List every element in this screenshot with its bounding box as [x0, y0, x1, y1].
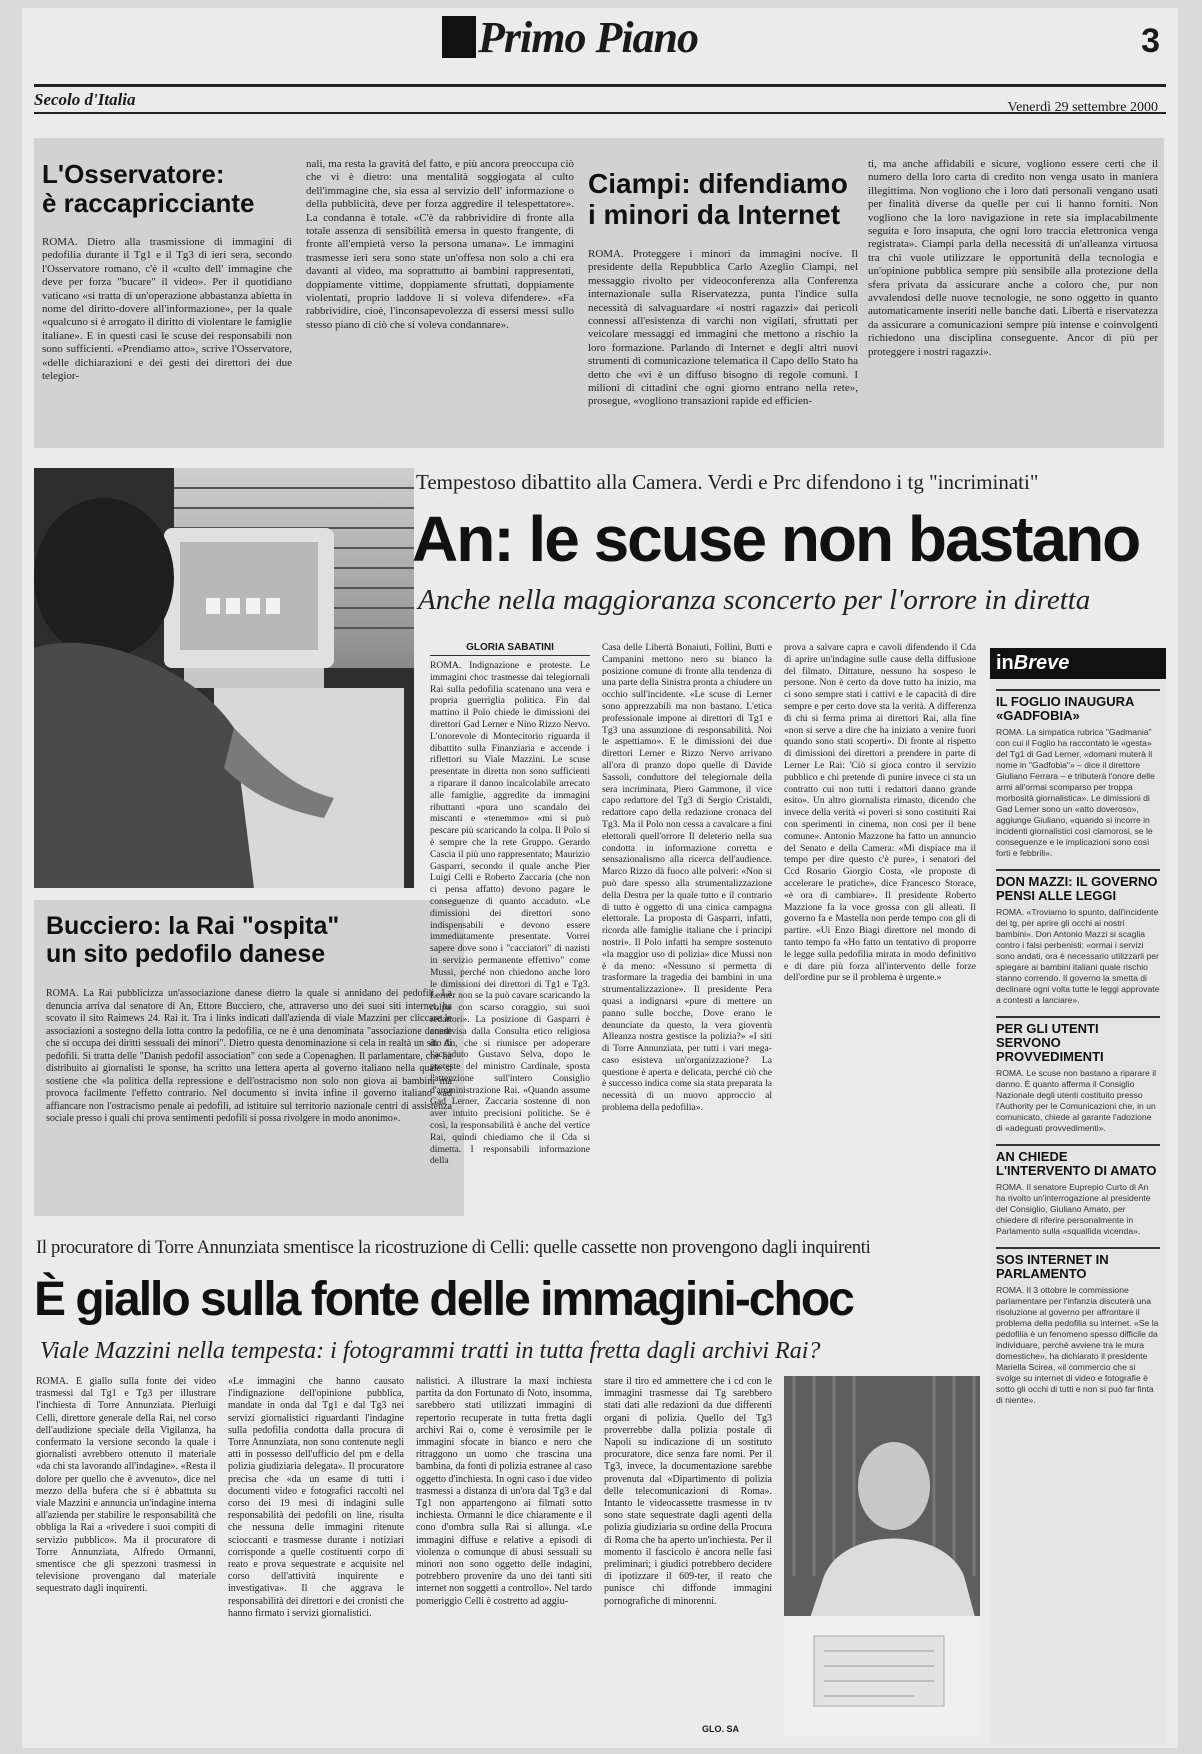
- bucciero-body: ROMA. La Rai pubblicizza un'associazione danese dietro la quale si annidano dei pedofili. La denuncia arriva dal senatore di An, Ettore Bucciero, che, attraverso uno dei suoi siti internet, ha scovato il sito Raimews 24. Rai it. Tra i links indicati dall'azienda di viale Mazzini per cliccare le associazioni a sostegno della lotta contro la pedofilia, ce ne è una denominata "associazione danese che si occupa dei diritti sessuali dei minori". Dietro questa denominazione si cela in realtà un sito di pedofili. Si tratta delle "Danish pedofil association" con sede a Copenaghen. Il parlamentare, che ha distribuito ai giornalisti le sponse, ha scritto una lettera aperta al governo italiano nella quale si sostiene che «la politica della repressione e dell'ostracismo non solo non giova ai bambini ma provoca facilmente l'effetto contrario. Nel documento si invita infine il governo italiano «ad affiancare non l'ostracismo penale ai pedofili, ad istituire sul territorio nazionale centri di assistenza sociale presso i quali chi prova sentimenti pedofili si possa rivolgere in modo anonimo».: [46, 988, 452, 1124]
- main-kicker: Tempestoso dibattito alla Camera. Verdi e Prc difendono i tg "incriminati": [416, 470, 1039, 494]
- section-title-text: Primo Piano: [478, 13, 699, 62]
- breve-item-3-text: ROMA. Le scuse non bastano a riparare il danno. È quanto afferma il Consiglio Nazionale degli utenti costituito presso l'Authority per le Comunicazioni che, in un comunicato, chiede al garante l'adozione di «adeguati provvedimenti».: [996, 1068, 1157, 1133]
- osservatore-col1: ROMA. Dietro alla trasmissione di immagini di pedofilia durante il Tg1 e il Tg3 di ieri sera, secondo l'Osservatore romano, c'è il «culto dell' immagine che deve per forza "bucare" il video». Per il quotidiano vaticano «si tratta di un'operazione abbastanza abietta in nome del diritto-dovere all'informazione», per la quale «qualcuno si è arrogato il diritto di violentare le famiglie italiane». E in questi casi le scuse dei responsabili non sono sufficienti. «Prendiamo atto», scrive l'Osservatore, «delle dichiarazioni e dei gesti dei direttori dei due telegior-: [42, 236, 292, 383]
- ciampi-headline: [588, 168, 848, 231]
- page-number: 3: [1141, 22, 1160, 60]
- giallo-col2: «Le immagini che hanno causato l'indignazione dell'opinione pubblica, mandate in onda dal Tg1 e dal Tg3 nei servizi giornalistici riguardanti l'indagine sulla pedofilia condotta dalla procura di Torre Annunziata, non sono contenute negli atti in possesso dell'ufficio del pm e della polizia giudiziaria delegata». Il procuratore precisa che «da un esame di tutti i documenti video e fotografici raccolti nel corso dei 19 mesi di indagini sulle responsabilità dei pedofili on line, risulta che nessuna delle immagini ritenute scioccanti e trasmesse durante i notiziari corrisponde a quelle costituenti corpo di reato e prova sequestrate e acquisite nel corso dell'attività inquirente e investigativa». Il che aggrava le responsabilità dei direttori e dei cronisti che hanno firmato i servizi giornalistici.: [228, 1376, 404, 1619]
- breve-item-2-text: ROMA. «Troviamo lo spunto, dall'incidente dei tg, per aprire gli occhi ai nostri bambini». Don Antonio Mazzi si scaglia contro i falsi perbenisti: «ormai i servizi sono andati, ora è necessario utilizzarli per spiegare ai bambini italiani quale rischio stanno correndo. Il governo la smetta di declinare ogni volta tutte le leggi approvate a contesti a lanciare».: [996, 907, 1160, 1005]
- main-byline: GLORIA SABATINI: [430, 642, 590, 656]
- giallo-col1: ROMA. È giallo sulla fonte dei video trasmessi dal Tg1 e Tg3 per illustrare l'inchiesta di Torre Annunziata. Pierluigi Celli, direttore generale della Rai, nel corso dell'audizione speciale della Vigilanza, ha confermato la versione secondo la quale i giornalisti avrebbero ottenuto il materiale «da chi sta lavorando all'indagine». «Resta il dolore per quello che è avvenuto», dice nel mezzo della bufera che si è abbattuta su viale Mazzini e annuncia un'indagine interna all'azienda per stabilire le responsabilità che obbliga la Rai a «rivedere i suoi compiti di servizio pubblico». Ma il procuratore di Torre Annunziata, Alfredo Ormanni, smentisce che gli spezzoni trasmessi in televisione provengano dal materiale sequestrato dagli inquirenti.: [36, 1376, 216, 1595]
- bucciero-headline: [46, 912, 339, 968]
- ciampi-headline-line1: Ciampi: difendiamo: [588, 168, 848, 199]
- breve-item-5-text: ROMA. Il 3 ottobre le commissione parlamentare per l'infanzia discuterà una risoluzione al governo per affrontare il problema della pedofilia su internet. «Se la pedofilia è un fenomeno spesso difficile da individuare, perché avviene tra le mura domestiche», ha dichiarato il presidente Mariella Scirea, «il commercio che si svolge su internet di video e fotografie è sotto gli occhi di tutti e non si può far finta di niente».: [996, 1285, 1159, 1405]
- in-breve-label-in: in: [996, 652, 1014, 674]
- ciampi-col2: ti, ma anche affidabili e sicure, vogliono essere certi che il numero della loro carta di credito non venga usato in maniera illegittima. Non vogliono che i loro dati personali vengano usati per finalità diverse da quelle per cui li hanno forniti. Non vogliono che la loro navigazione in rete sia implacabilmente seguita e loro insaputa, che ogni loro traccia elettronica venga registrata». Ciampi parla della necessità di un'alleanza virtuosa tra chi vuole utilizzare le opportunità della tecnologia e un'opinione pubblica sempre più sensibile alla protezione della sfera privata da assicurare anche a coloro che, pur non avvalendosi delle nuove tecnologie, ne sono oggetto in quanto automaticamente inseriti nelle banche dati. Libertà e riservatezza da assicurare a comunicazioni sempre più intense e coinvolgenti richiedono una disciplina conseguente. Ancor di più per proteggere i nostri ragazzi».: [868, 158, 1158, 358]
- breve-item-5-title: SOS INTERNET IN PARLAMENTO: [996, 1247, 1160, 1281]
- main-col2: Casa delle Libertà Bonaiuti, Follini, Butti e Campanini mettono nero su bianco la posizione comune di fronte alla tendenza di una parte della Sinistra pronta a chiudere un occhio sull'incidente. «Le scuse di Lerner sono apprezzabili ma non bastano. L'etica professionale impone ai direttori di Tg1 e Tg3 una assunzione di responsabilità. Noi le aspettiamo». E le dimissioni dei due direttori Lerner e Rizzo Nervo arrivano all'ora di pranzo dopo quelle di Davide Sassoli, conduttore del telegiornale della sera incriminata, Piero Gammone, il vice capo redattore del Tg3 di Sergio Cristaldi, redattore capo della redazione cronaca del Tg3. Ma il Polo non cessa a cavalcare a fini elettorali quell'orrore Il deleterio nella sua condotta in informazione corretta e sensazionalismo alla ricerca dell'audience. Marco Rizzo dà fuoco alle polveri: «Non si può dare spesso alla strumentalizzazione della Destra per la quale tutto e il contrario di tutto è oggetto di una cinica campagna elettorale. La proposta di Gasparri, infatti, ricorda alle famiglie italiane che i principi nostri». Il Polo infatti ha sempre sostenuto «la maggior uso di polizia» dice Mussi non è da meno: «Nessuno si permetta di trasformare la tragedia dei bambini in una strumentalizzazione». Il presidente Pera quasi a indignarsi «pure di mettere un panno sulle bocche, Dove erano le denunciate da questo, la vera gioventù Alleanza nostra gestisce la polizia?» «I siti di Torre Annunziata, per tutti i vari mega-caso esisteva un'organizzazione? La questione è aperta e delicata, perché ciò che è successo indica come sia stata preparata la necessità di un nuovo approccio al problema della pedofilia».: [602, 642, 772, 1114]
- giallo-col4: stare il tiro ed ammettere che i cd con le immagini trasmesse dai Tg sarebbero stati dati alle redazioni da due differenti organi di polizia. Quello del Tg3 proverrebbe dalla polizia postale di Napoli su indicazione di un sostituto procuratore, dice senza fare nomi. Per il Tg3, invece, la documentazione sarebbe provenuta dal «Dipartimento di polizia delle telecomunicazioni di Roma». Intanto le videocassette trasmesse in tv sono state sequestrate dagli agenti della polizia giudiziaria su ordine della Procura di Roma che ha aperto un'inchiesta. Per il momento il fascicolo è ancora nelle fasi preliminari; i giudici potrebbero decidere di ipotizzare il 609-ter, il reato che punisce chi diffonde immagini pornografiche di minorenni.: [604, 1376, 772, 1607]
- giallo-col3: nalistici. A illustrare la maxi inchiesta partita da don Fortunato di Noto, insomma, sarebbero stati utilizzati immagini di repertorio recuperate in tutta fretta dagli archivi Rai o, come è verosimile per le immagini sfocate in bianco e nero che ritraggono un uomo che trascina una bambina, da fonti di polizia estranee al caso oggetto d'inchiesta. In ogni caso i due video trasmessi a distanza di un'ora dal Tg3 e dal Tg1 non appartengono ai filmati sotto inchiesta. Ormanni le dice chiaramente e il cono d'ombra sulla Rai si allunga. «Le immagini diffuse e relative a episodi di violenza o comunque di abusi sessuali su minori non sono oggetto delle indagini, potrebbero provenire da uno dei tanti siti internet non soggetti a controllo». Nel tardo pomeriggio Celli è costretto ad aggiu-: [416, 1376, 592, 1607]
- title-p-cap: [442, 16, 476, 58]
- masthead-rule-bottom: [34, 112, 1166, 114]
- bucciero-headline-line2: un sito pedofilo danese: [46, 940, 326, 968]
- breve-item-4-title: AN CHIEDE L'INTERVENTO DI AMATO: [996, 1144, 1160, 1178]
- in-breve-sidebar: [990, 648, 1166, 1744]
- osservatore-headline-line2: è raccapricciante: [42, 188, 255, 219]
- giallo-headline: È giallo sulla fonte delle immagini-choc: [34, 1273, 853, 1326]
- ciampi-col1: ROMA. Proteggere i minori da immagini nocive. Il presidente della Repubblica Carlo Azeglio Ciampi, nel messaggio rivolto per videoconferenza alla Conferenza internazionale sulla Riservatezza, punta l'indice sulla necessità di salvaguardare «i nostri ragazzi» dai pericoli connessi all'esistenza di varchi non vigilati, sfruttati per veicolare messaggi ed immagini che mettono a rischio la loro formazione. Parlando di Internet e degli altri nuovi strumenti di comunicazione telematica il Capo dello Stato ha detto che «vi è un diffuso bisogno di regole comuni. I milioni di cittadini che ogni giorno entrano nella rete», prosegue, «vogliono transazioni rapide ed efficien-: [588, 248, 858, 408]
- desk-photo-svg: [784, 1376, 980, 1736]
- main-col3: prova a salvare capra e cavoli difendendo il Cda di aprire un'indagine sulle cause della diffusione del filmato. Dittature, nessuno ha sospeso le persone. Non è certo da dove tutto ha inizio, ma ci sono sempre stati i cattivi e le capacità di dire sempre e per certo dove sta la verità. A differenza di chi si ferma prima ai direttori Rai, alla fine «non si serve a dire che ha iniziato a venire fuori quando sono stati scoperti». Di fronte al rispetto di dimissioni dei direttori a prendere in parte di Lerner Le Rai: 'Ciò si gioca contro il servizio pubblico e chi pretende di punire invece ci sta un contratto cui non tutti i redattori danno grande esito». Un altro giornalista rimasto, dicendo che invece della verità «i poveri si sono costituiti Rai con sperimenti in cinema, non così per il bene comune». Antonio Mazzone ha fatto un annuncio del Senato e della Camera: «Mi dispiace ma il tempo per dire questo c'è pure», i senatori del Ccd Rosario Giorgio Costa, «le proposte di accelerare le pratiche», dice Francesco Storace, «è ora di cambiare». Il presidente Roberto Mazzione fa la voce grossa con gli alleati. Il governo fa e Mastella non perde tempo con gli di partire. «Ui Enzo Biagi direttore nel mondo di tanto tempo fa «Ho fatto un tentativo di proporre le legge sulla pedofilia mirata in modo definitivo e di dare più forza all'intervento delle forze dell'ordine pur se il problema è urgente.»: [784, 642, 976, 984]
- photo-computer-user: [34, 468, 414, 888]
- masthead-rule-top: [34, 84, 1166, 87]
- giallo-signoff: GLO. SA: [702, 1724, 740, 1734]
- in-breve-label: [990, 648, 1166, 679]
- newspaper-page: [22, 8, 1178, 1748]
- computer-photo-svg: [34, 468, 414, 888]
- breve-item-1-text: ROMA. La simpatica rubrica "Gadmania" con cui il Foglio ha raccontato le «gesta» del Tg1 di Gad Lerner, «domani muterà il nome in "Gadfobia"» – dice il direttore Giuliano Ferrara – e tributerà l'onore delle armi all'ormai scomparso per troppa morbosità giornalistica». Le dimissioni di Gad Lerner sono un «atto doveroso», aggiunge Giuliano, «quando si incorre in incidenti giornalistici così clamorosi, se le conseguenze e le implicazioni sono così forti e febbrili».: [996, 727, 1155, 858]
- breve-item-2-title: DON MAZZI: IL GOVERNO PENSI ALLE LEGGI: [996, 869, 1160, 903]
- breve-item-3-title: PER GLI UTENTI SERVONO PROVVEDIMENTI: [996, 1016, 1160, 1064]
- osservatore-headline: [42, 160, 254, 218]
- giallo-kicker: Il procuratore di Torre Annunziata smentisce la ricostruzione di Celli: quelle cassette non provengono dagli inquirenti: [36, 1238, 871, 1258]
- main-deck: Anche nella maggioranza sconcerto per l'orrore in diretta: [418, 584, 1091, 616]
- osservatore-headline-line1: L'Osservatore:: [42, 159, 225, 189]
- section-title: [442, 12, 698, 63]
- issue-date: Venerdì 29 settembre 2000: [1007, 100, 1158, 115]
- paper-name: Secolo d'Italia: [34, 90, 136, 109]
- main-col1: ROMA. Indignazione e proteste. Le immagini choc trasmesse dai telegiornali Rai sulla pedofilia scatenano una vera e propria guerriglia politica. Fin dal mattino il Polo chiede le dimissioni dei direttori Gad Lerner e Nino Rizzo Nervo. L'onorevole di Montecitorio riguarda il dibattito sulla Finanziaria e accende i riflettori su Viale Mazzini. Le scuse presentate in diretta non sono sufficienti a riparare il danno incalcolabile arrecato alle famiglie, aggredite da immagini ributtanti «pura uno scandalo dei miscanti e «tenemmo» «mi si può pescare più scaricando la colpa. Il Polo si è sempre che la rete Gruppo. Gerardo Cascia il più uno rappresentato; Maurizio Gasparri, secondo il quale anche Pier Luigi Celli e Roberto Zaccaria (che non ci pensa affatto) devono pagare le conseguenze di quanto accaduto. «Le dimissioni dei direttori sono indispensabili e devono essere immediatamente presentate. Vorrei sapere dove sono i "cacciatori" di nazisti in servizio permanente effettivo" come Mussi, perché non chiedono anche loro le dimissioni dei direttori di Tg1 e Tg3. Lerner non se la può cavare scaricando la colpa con scarso coraggio, sui suoi redattori». La posizione di Gasparri è condivisa dalla Consulta etico religiosa di An, che si riunisce per adoperare l'accaduto Gustavo Selva, dopo le proteste del ministro Cardinale, sposta l'attenzione sull'intero Consiglio d'amministrazione Rai. «Quando assume Gad Lerner, Zaccaria sostenne di non aver intuito precisioni politiche. Se è così, la responsabilità è anche del vertice Rai, quindi chiediamo che il Cda si dimetta. I responsabili informazione della: [430, 660, 590, 1167]
- breve-item-1-title: IL FOGLIO INAUGURA «GADFOBIA»: [996, 689, 1160, 723]
- main-headline: An: le scuse non bastano: [412, 503, 1140, 575]
- bucciero-headline-line1: Bucciero: la Rai "ospita": [46, 912, 340, 940]
- ciampi-headline-line2: i minori da Internet: [588, 199, 841, 231]
- osservatore-col2: nali, ma resta la gravità del fatto, e più ancora preoccupa ciò che vi è dietro: una mentalità soggiogata al culto dell'immagine che, sia essa al servizio dell' informazione o della pubblicità, deve per forza aggredire il telespettatore». La condanna è totale. «C'è da rabbrividire di fronte alla totale assenza di sensibilità emersa in questo frangente, di fronte all'empietà verso la persona umana». Le immagini trasmesse ieri sera sono state un'offesa non solo a chi era davanti al video, ma soprattutto ai bambini rappresentati, doppiamente vittime, doppiamente sfruttati, doppiamente violentati, proprio laddove li si voleva difendere». «Fa rabbrividire, cioè, l'inconsapevolezza di essersi messi sullo stesso piano di ciò che si voleva condannare».: [306, 158, 574, 331]
- giallo-deck: Viale Mazzini nella tempesta: i fotogrammi tratti in tutta fretta dagli archivi Rai?: [40, 1338, 821, 1364]
- breve-item-4-text: ROMA. Il senatore Euprepio Curto di An ha rivolto un'interrogazione al presidente del Consiglio, Giuliano Amato, per chiedere di riferire personalmente in Parlamento sulla «squallida vicenda».: [996, 1182, 1151, 1236]
- photo-man-desk: [784, 1376, 980, 1736]
- in-breve-label-breve: Breve: [1013, 652, 1070, 674]
